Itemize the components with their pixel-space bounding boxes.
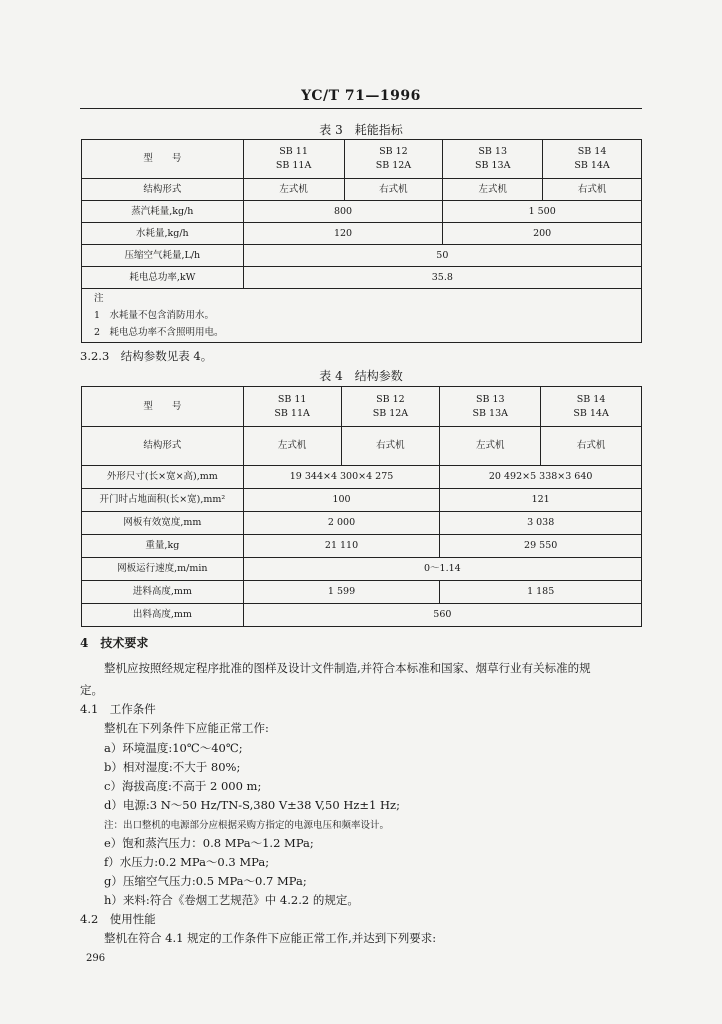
struct-value: 右式机 — [541, 427, 642, 466]
row-label: 耗电总功率,kW — [82, 267, 244, 289]
table4-caption: 表 4 结构参数 — [319, 369, 403, 383]
clause-3-2-3: 3.2.3 结构参数见表 4。 — [80, 349, 213, 363]
section-4-paragraph-line1: 整机应按照经规定程序批准的图样及设计文件制造,并符合本标准和国家、烟草行业有关标准的规 — [104, 661, 591, 675]
struct-value: 右式机 — [344, 179, 443, 201]
row-value: 1 185 — [440, 581, 642, 604]
row-value: 19 344×4 300×4 275 — [243, 466, 440, 489]
model-label: 型 号 — [82, 387, 244, 427]
struct-value: 左式机 — [243, 179, 344, 201]
row-label: 水耗量,kg/h — [82, 223, 244, 245]
note-line: 2 耗电总功率不含照明用电。 — [94, 327, 224, 338]
table-row — [82, 512, 642, 535]
condition-item: a）环境温度:10℃～40℃; — [104, 741, 243, 755]
condition-item: f）水压力:0.2 MPa～0.3 MPa; — [104, 855, 270, 869]
condition-item: e）饱和蒸汽压力：0.8 MPa～1.2 MPa; — [104, 836, 314, 850]
model-cell: SB 11 SB 11A — [243, 387, 341, 427]
table-row — [82, 223, 642, 245]
row-value: 21 110 — [243, 535, 440, 558]
row-value: 120 — [243, 223, 443, 245]
row-value: 3 038 — [440, 512, 642, 535]
row-value: 20 492×5 338×3 640 — [440, 466, 642, 489]
row-value: 100 — [243, 489, 440, 512]
struct-value: 左式机 — [443, 179, 543, 201]
row-label: 重量,kg — [82, 535, 244, 558]
table-row — [82, 535, 642, 558]
note-line: 注 — [94, 293, 104, 304]
model-cell: SB 12 SB 12A — [341, 387, 440, 427]
table-row — [82, 466, 642, 489]
row-value: 800 — [243, 201, 443, 223]
table-row — [82, 489, 642, 512]
struct-value: 右式机 — [543, 179, 642, 201]
table-row — [82, 140, 642, 179]
table-row — [82, 558, 642, 581]
model-cell: SB 14 SB 14A — [541, 387, 642, 427]
section-4-paragraph-line2: 定。 — [80, 683, 103, 697]
row-value: 0～1.14 — [243, 558, 641, 581]
row-value: 121 — [440, 489, 642, 512]
struct-label: 结构形式 — [82, 179, 244, 201]
row-value: 200 — [443, 223, 642, 245]
model-cell: SB 14 SB 14A — [543, 140, 642, 179]
row-value: 29 550 — [440, 535, 642, 558]
table-row — [82, 604, 642, 627]
table4 — [81, 386, 642, 627]
row-label: 网板有效宽度,mm — [82, 512, 244, 535]
table-row — [82, 289, 642, 343]
page-number: 296 — [86, 953, 106, 964]
model-cell: SB 13 SB 13A — [443, 140, 543, 179]
condition-item: g）压缩空气压力:0.5 MPa～0.7 MPa; — [104, 874, 307, 888]
condition-item: c）海拔高度:不高于 2 000 m; — [104, 779, 262, 793]
row-value: 1 500 — [443, 201, 642, 223]
section-4-1-title: 4.1 工作条件 — [80, 702, 156, 716]
struct-value: 右式机 — [341, 427, 440, 466]
note-line: 1 水耗量不包含消防用水。 — [94, 310, 215, 321]
table-row — [82, 179, 642, 201]
table-row — [82, 427, 642, 466]
table-row — [82, 387, 642, 427]
document-header: YC/T 71—1996 — [301, 88, 421, 104]
section-4-2-title: 4.2 使用性能 — [80, 912, 156, 926]
table3-caption: 表 3 耗能指标 — [319, 123, 403, 137]
row-label: 压缩空气耗量,L/h — [82, 245, 244, 267]
table-notes — [82, 289, 642, 343]
condition-note: 注：出口整机的电源部分应根据采购方指定的电源电压和频率设计。 — [104, 820, 390, 831]
condition-item: h）来料:符合《卷烟工艺规范》中 4.2.2 的规定。 — [104, 893, 359, 907]
row-value: 560 — [243, 604, 641, 627]
row-value: 1 599 — [243, 581, 440, 604]
row-value: 50 — [243, 245, 641, 267]
table-row — [82, 581, 642, 604]
table-row — [82, 245, 642, 267]
section-4-1-intro: 整机在下列条件下应能正常工作: — [104, 721, 269, 735]
header-rule — [80, 108, 642, 109]
condition-item: d）电源:3 N～50 Hz/TN-S,380 V±38 V,50 Hz±1 Hz; — [104, 798, 400, 812]
section-4-title: 4 技术要求 — [80, 636, 149, 650]
model-label: 型 号 — [82, 140, 244, 179]
row-label: 进料高度,mm — [82, 581, 244, 604]
model-cell: SB 11 SB 11A — [243, 140, 344, 179]
struct-value: 左式机 — [440, 427, 541, 466]
condition-item: b）相对湿度:不大于 80%; — [104, 760, 241, 774]
row-label: 外形尺寸(长×宽×高),mm — [82, 466, 244, 489]
struct-label: 结构形式 — [82, 427, 244, 466]
row-value: 35.8 — [243, 267, 641, 289]
table3 — [81, 139, 642, 343]
table-row — [82, 201, 642, 223]
model-cell: SB 12 SB 12A — [344, 140, 443, 179]
row-value: 2 000 — [243, 512, 440, 535]
model-cell: SB 13 SB 13A — [440, 387, 541, 427]
section-4-2-intro: 整机在符合 4.1 规定的工作条件下应能正常工作,并达到下列要求: — [104, 931, 437, 945]
table-row — [82, 267, 642, 289]
row-label: 网板运行速度,m/min — [82, 558, 244, 581]
struct-value: 左式机 — [243, 427, 341, 466]
row-label: 出料高度,mm — [82, 604, 244, 627]
row-label: 蒸汽耗量,kg/h — [82, 201, 244, 223]
row-label: 开门时占地面积(长×宽),mm² — [82, 489, 244, 512]
